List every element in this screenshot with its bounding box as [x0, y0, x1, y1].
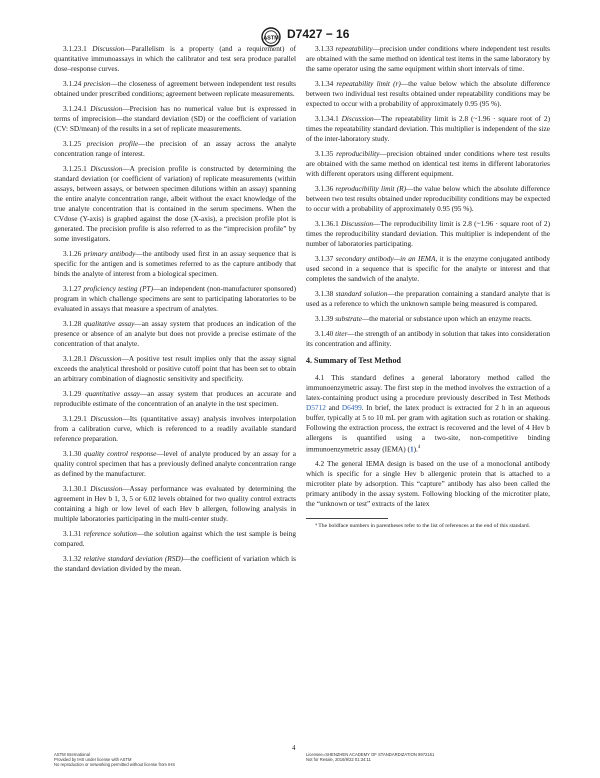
definition-paragraph	[54, 319, 296, 349]
definition-paragraph	[54, 554, 296, 574]
reference-link-1[interactable]: 1	[409, 444, 414, 454]
definition-paragraph	[306, 184, 550, 214]
definition-number: 3.1.39	[315, 314, 334, 323]
definition-paragraph	[54, 414, 296, 444]
definition-number: 3.1.31	[63, 529, 82, 538]
definition-paragraph	[306, 219, 550, 249]
definition-number: 3.1.25.1	[63, 164, 87, 173]
definition-term: repeatability	[335, 44, 373, 53]
definition-term: precision profile	[86, 139, 139, 148]
definition-number: 3.1.28	[63, 319, 82, 328]
definition-text: —the value below which the absolute difference between two test results obtained under reproducibility conditions may be expected to occur with a probability of approximately 0.95 (95 %).	[306, 184, 551, 213]
definition-term: reproducibility limit (R)	[335, 184, 407, 193]
definition-number: 3.1.29.1	[63, 414, 87, 423]
definition-term: Discussion	[92, 44, 125, 53]
definition-text: —A precision profile is constructed by determining the standard deviation (or coefficient of variation) of replicate measurements (within assays, between assays, or between specimen dilutions within an assay) spanning the entire analyte concentration range, albeit without the exact knowledge of the true analyte concentration that is contained in the serum specimens. When the CVdose (Y-axis) is graphed against the dose (X-axis), a precision profile plot is generated. The precision profile is also referred to as the “imprecision profile” by some investigators.	[54, 164, 296, 243]
definition-term: quantitative assay	[85, 389, 140, 398]
definition-term: Discussion	[89, 354, 122, 363]
footer-right-line: Not for Resale, 2016/9/22 01:34:11	[306, 757, 371, 762]
definition-paragraph	[306, 149, 550, 179]
definition-paragraph	[54, 484, 296, 524]
definition-number: 3.1.27	[63, 284, 82, 293]
definition-paragraph	[306, 314, 550, 324]
definition-term: reproducibility	[336, 149, 380, 158]
definition-paragraph	[54, 389, 296, 409]
definition-paragraph	[306, 289, 550, 309]
page-header	[0, 20, 600, 44]
definition-paragraph	[54, 284, 296, 314]
definition-number: 3.1.35	[315, 149, 334, 158]
definition-number: 3.1.29	[63, 389, 82, 398]
definition-term: reference solution	[83, 529, 137, 538]
right-column	[306, 44, 550, 531]
definition-text: —A positive test result implies only that the assay signal exceeds the analytical threshold or positive cutoff point that has been set to obtain an arbitrary combination of diagnostic sensitivity and specificity.	[54, 354, 296, 383]
definition-number: 3.1.40	[315, 329, 334, 338]
definition-number: 3.1.37	[315, 254, 334, 263]
footer-left	[54, 752, 175, 767]
definition-number: 3.1.26	[63, 249, 82, 258]
definition-paragraph	[306, 79, 550, 109]
definition-number: 3.1.30	[63, 449, 82, 458]
definition-term: proficiency testing (PT)	[83, 284, 154, 293]
definition-text: —the coefficient of variation which is the standard deviation divided by the mean.	[54, 554, 296, 573]
definition-text: —the value below which the absolute difference between two individual test results obtained under repeatability conditions may be expected to occur with a probability of approximately 0.95 (95 %).	[306, 79, 551, 108]
definition-term: Discussion	[90, 484, 123, 493]
definition-term: titer	[335, 329, 348, 338]
definition-text: —Its (quantitative assay) analysis involves interpolation from a calibration curve, which is referenced to a readily available standard reference preparation.	[54, 414, 296, 443]
page-number: 4	[292, 744, 296, 752]
footer-left-line: No reproduction or networking permitted without license from IHS	[54, 762, 176, 767]
definition-paragraph	[54, 164, 296, 244]
definition-text: —level of analyte produced by an assay for a quality control specimen that has a previously defined analyte concentration range as defined by the manufacturer.	[54, 449, 296, 478]
definition-paragraph	[54, 449, 296, 479]
reference-link-d5712[interactable]: D5712	[306, 403, 326, 412]
page-footer	[0, 752, 600, 770]
definition-number: 3.1.36.1	[315, 219, 339, 228]
paragraph-4-2: 4.2 The general IEMA design is based on the use of a monoclonal antibody which is specific for a single Hev b allergenic protein that is attached to a microtiter plate by adsorption. This “capture” antibody has also been called the primary antibody in the assay system. Following blocking of the microtiter plate, the “unknown or test” extracts of the latex	[306, 459, 550, 509]
footer-right	[306, 752, 434, 762]
definition-text: —the strength of an antibody in solution that takes into consideration its concentration and affinity.	[306, 329, 551, 348]
definition-term: primary antibody	[83, 249, 136, 258]
definition-number: 3.1.28.1	[63, 354, 87, 363]
section-title: 4. Summary of Test Method	[306, 356, 401, 365]
footnote-marker: 4	[417, 445, 421, 450]
definition-text: —precision under conditions where independent test results are obtained with the same method on identical test items in the same laboratory by the same operator using the same equipment within short intervals of time.	[306, 44, 550, 73]
definition-paragraph	[54, 104, 296, 134]
definition-term: Discussion	[90, 164, 123, 173]
definition-number: 3.1.33	[315, 44, 334, 53]
svg-text:ASTM: ASTM	[263, 35, 279, 42]
definition-paragraph	[54, 44, 296, 74]
left-column	[54, 44, 296, 579]
definition-text: —the closeness of agreement between independent test results obtained under prescribed conditions; agreement between replicate measurements.	[54, 79, 296, 98]
definition-paragraph	[54, 79, 296, 99]
definition-text: —The reproducibility limit is 2.8 (~1.96 · square root of 2) times the reproducibility standard deviation. This multiplier is independent of the number of laboratories participating.	[306, 219, 551, 248]
definition-text: —Assay performance was evaluated by determining the agreement in Hev b 1, 3, 5 or 6.02 levels obtained for two quality control extracts containing a high or low level of each Hev b allergen, following analysis in multiple laboratories participating in the multi-center study.	[54, 484, 296, 523]
definition-paragraph	[306, 329, 550, 349]
footer-left-line: Provided by IHS under license with ASTM	[54, 757, 132, 762]
definition-text: —the antibody used first in an assay sequence that is specific for the antigen and is sometimes referred to as the capture antibody that binds the analyte of interest from a biological specimen.	[54, 249, 297, 278]
definition-number: 3.1.34.1	[315, 114, 339, 123]
definition-number: 3.1.23.1	[63, 44, 87, 53]
definition-number: 3.1.24.1	[63, 104, 87, 113]
definition-paragraph	[54, 354, 296, 384]
document-number: D7427 − 16	[287, 27, 350, 41]
definition-term: quality control response	[84, 449, 157, 458]
definition-number: 3.1.38	[315, 289, 334, 298]
definition-paragraph	[306, 254, 550, 284]
definition-number: 3.1.24	[63, 79, 82, 88]
definition-number: 3.1.32	[63, 554, 82, 563]
definition-text: —an independent (non-manufacturer sponsored) program in which challenge specimens are sent to participating laboratories to be evaluated in assays that measure a spectrum of analytes.	[54, 284, 296, 313]
definition-paragraph	[306, 44, 550, 74]
definition-paragraph	[54, 139, 296, 159]
definition-term: substrate	[335, 314, 362, 323]
definition-text: —Precision has no numerical value but is expressed in terms of imprecision—the standard deviation (SD) or the coefficient of variation (CV: SD/mean) of the results in a set of replicate measurements.	[54, 104, 296, 133]
definition-number: 3.1.34	[315, 79, 334, 88]
definition-text: —the preparation containing a standard analyte that is used as a reference to which the unknown sample being measured is compared.	[306, 289, 550, 308]
definition-term: repeatability limit (r)	[336, 79, 401, 88]
definition-number: 3.1.25	[63, 139, 82, 148]
definition-term: secondary antibody—in an IEMA	[335, 254, 436, 263]
definition-text: —the solution against which the test sample is being compared.	[54, 529, 296, 548]
definition-paragraph	[306, 114, 550, 144]
definition-text: —precision obtained under conditions where test results are obtained with the same method on identical test items in different laboratories with different operators using different equipment.	[306, 149, 550, 178]
definition-term: Discussion	[90, 104, 123, 113]
definition-number: 3.1.30.1	[63, 484, 87, 493]
paragraph-4-1: 4.1 This standard defines a general laboratory method called the immunoenzymetric assay. The first step in the method involves the extraction of a latex-containing product using a procedure previously described in Test Methods D5712 and D6499. In brief, the latex product is extracted for 2 h in an aqueous buffer, typically at 5 to 10 mL per gram with agitation such as rotation or shaking. Following the extraction process, the extract is recovered and the level of 4 Hev b allergens is quantified using a two-site, non-competitive binding immunoenzymetric assay (IEMA) (1).$^4$	[306, 373, 551, 454]
definition-text: —the precision of an assay across the analyte concentration range of interest.	[54, 139, 297, 158]
definition-term: Discussion	[341, 114, 374, 123]
definition-term: Discussion	[90, 414, 123, 423]
definition-term: Discussion	[341, 219, 374, 228]
definition-term: qualitative assay	[84, 319, 135, 328]
definition-paragraph	[54, 249, 296, 279]
definition-text: —The repeatability limit is 2.8 (~1.96 · square root of 2) times the repeatability standard deviation. This multiplier is independent of the size of the inter-laboratory study.	[306, 114, 551, 143]
definition-text: —the material or substance upon which an enzyme reacts.	[361, 314, 532, 323]
definition-text: —Parallelism is a property (and a requirement) of quantitative immunoassays in which the calibrator and test sera produce parallel dose–response curves.	[54, 44, 296, 73]
reference-link-d6499[interactable]: D6499	[341, 403, 362, 412]
definition-text: , it is the enzyme conjugated antibody used second in a sequence that is specific for the analyte or interest and that completes the sandwich of the analyte.	[306, 254, 551, 283]
definition-term: standard solution	[335, 289, 388, 298]
definition-term: relative standard deviation (RSD)	[83, 554, 184, 563]
definition-text: —an assay system that produces an indication of the presence or absence of an analyte but does not provide a precise estimate of the concentration of that analyte.	[54, 319, 296, 348]
definition-term: precision	[83, 79, 111, 88]
footnote: ⁴ The boldface numbers in parentheses refer to the list of references at the end of this standard.	[315, 523, 531, 530]
definition-paragraph	[54, 529, 296, 549]
footer-left-line: ASTM International	[54, 752, 90, 757]
definition-text: —an assay system that produces an accurate and reproducible estimate of the concentration of an analyte in the test specimen.	[54, 389, 296, 408]
footnote-divider	[306, 518, 388, 519]
definition-number: 3.1.36	[315, 184, 334, 193]
footer-right-line: Licensee=SHENZHEN ACADEMY OF STANDARDIZATION 9972161	[306, 752, 435, 757]
